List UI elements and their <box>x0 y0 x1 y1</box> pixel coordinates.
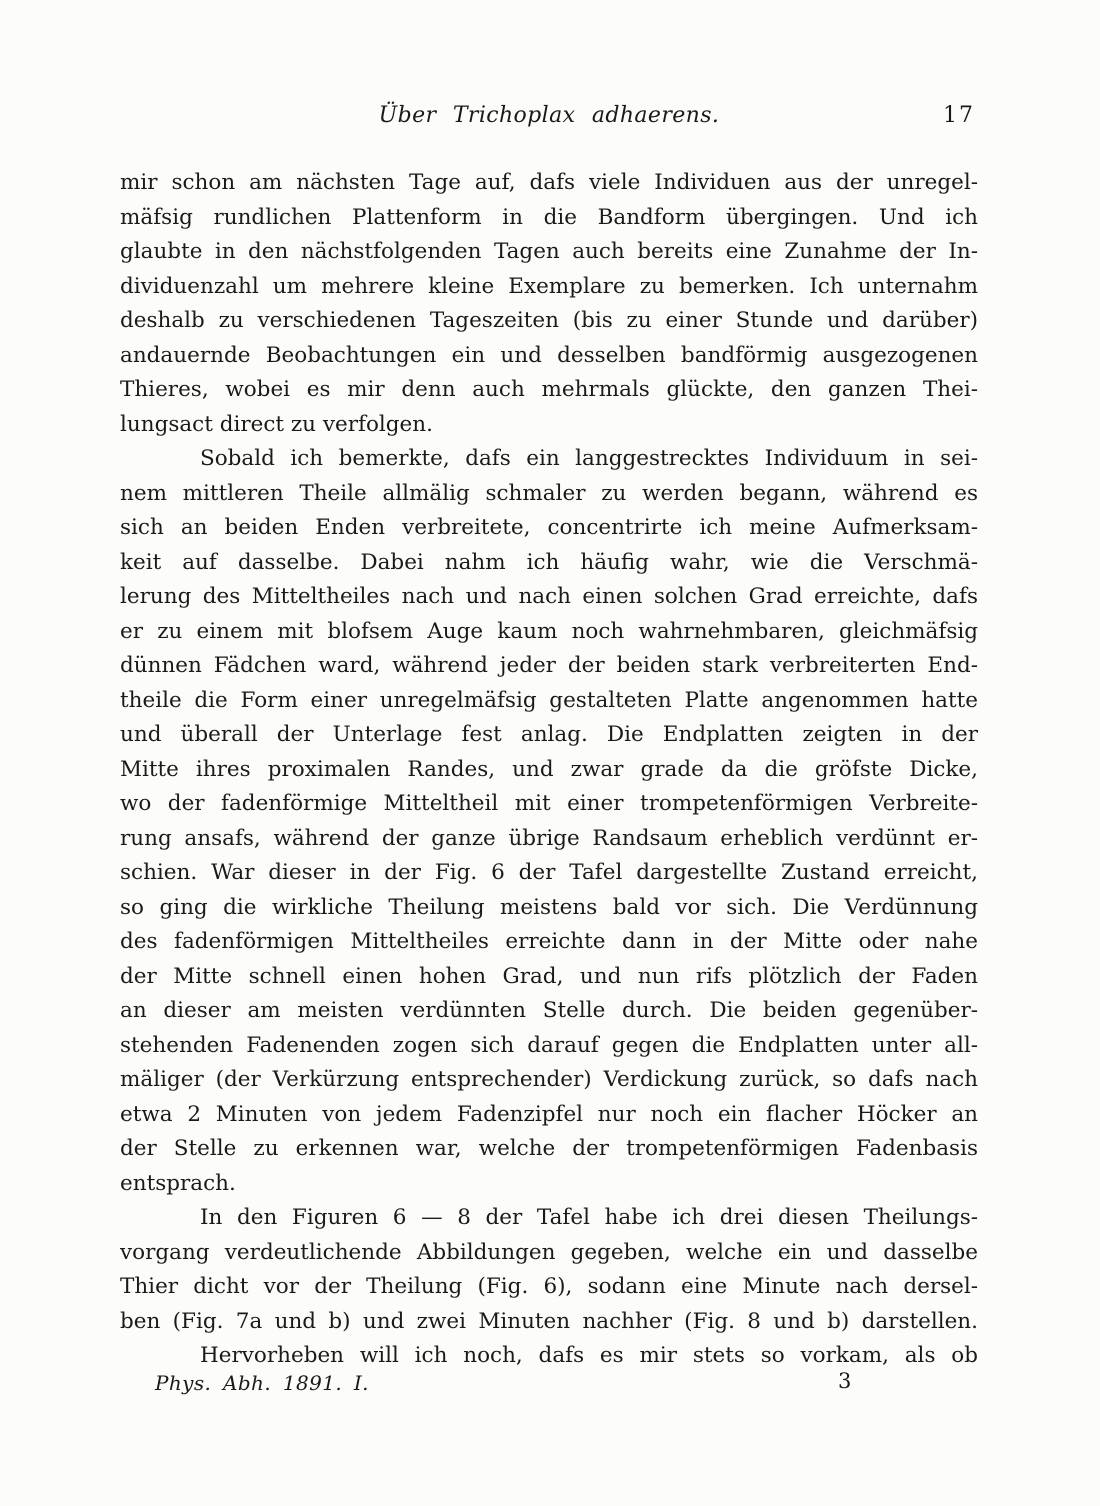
text-line: Mitte ihres proximalen Randes, und zwar grade da die gröfste Dicke, <box>120 756 978 782</box>
text-line: mäliger (der Verkürzung entsprechender) Verdickung zurück, so dafs nach <box>120 1067 978 1092</box>
text-line: nem mittleren Theile allmälig schmaler zu werden begann, während es <box>120 480 978 506</box>
text-line: und überall der Unterlage fest anlag. Die Endplatten zeigten in der <box>120 722 978 747</box>
text-line: entsprach. <box>120 1170 236 1196</box>
text-line: er zu einem mit blofsem Auge kaum noch wahrnehmbaren, gleichmäfsig <box>120 618 978 644</box>
text-line: der Stelle zu erkennen war, welche der trompetenförmigen Fadenbasis <box>120 1136 978 1161</box>
text-line: dividuenzahl um mehrere kleine Exemplare zu bemerken. Ich unternahm <box>120 273 978 299</box>
text-line: schien. War dieser in der Fig. 6 der Tafel dargestellte Zustand erreicht, <box>120 860 978 885</box>
text-line: ben (Fig. 7a und b) und zwei Minuten nachher (Fig. 8 und b) darstellen. <box>120 1308 978 1334</box>
text-line: dünnen Fädchen ward, während jeder der beiden stark verbreiterten End- <box>120 653 978 678</box>
text-line: Thieres, wobei es mir denn auch mehrmals glückte, den ganzen Thei- <box>120 377 978 402</box>
text-line: theile die Form einer unregelmäfsig gestalteten Platte angenommen hatte <box>120 687 978 713</box>
text-line: andauernde Beobachtungen ein und desselben bandförmig ausgezogenen <box>120 342 978 368</box>
text-line: rung ansafs, während der ganze übrige Randsaum erheblich verdünnt er- <box>120 825 978 851</box>
text-line: lerung des Mitteltheiles nach und nach einen solchen Grad erreichte, dafs <box>120 584 978 609</box>
page-number: 17 <box>943 103 975 128</box>
body-text <box>120 166 978 1374</box>
text-line: mäfsig rundlichen Plattenform in die Bandform übergingen. Und ich <box>120 204 978 230</box>
text-line: Hervorheben will ich noch, dafs es mir stets so vorkam, als ob <box>200 1343 978 1368</box>
text-line: wo der fadenförmige Mitteltheil mit einer trompetenförmigen Verbreite- <box>120 791 978 816</box>
text-line: mir schon am nächsten Tage auf, dafs viele Individuen aus der unregel- <box>120 170 978 195</box>
text-line: an dieser am meisten verdünnten Stelle durch. Die beiden gegenüber- <box>120 998 978 1023</box>
text-line: glaubte in den nächstfolgenden Tagen auch bereits eine Zunahme der In- <box>120 239 978 264</box>
text-line: etwa 2 Minuten von jedem Fadenzipfel nur noch ein flacher Höcker an <box>120 1101 978 1127</box>
text-line: lungsact direct zu verfolgen. <box>120 411 433 437</box>
text-line: stehenden Fadenenden zogen sich darauf gegen die Endplatten unter all- <box>120 1032 978 1058</box>
text-line: In den Figuren 6 — 8 der Tafel habe ich drei diesen Theilungs- <box>200 1205 978 1230</box>
text-line: deshalb zu verschiedenen Tageszeiten (bis zu einer Stunde und darüber) <box>120 308 978 333</box>
text-line: keit auf dasselbe. Dabei nahm ich häufig wahr, wie die Verschmä- <box>120 549 978 575</box>
footer-imprint: Phys. Abh. 1891. I. <box>155 1371 369 1395</box>
text-line: Sobald ich bemerkte, dafs ein langgestrecktes Individuum in sei- <box>200 446 978 471</box>
running-head-title: Über Trichoplax adhaerens. <box>378 103 720 128</box>
footer-signature-number: 3 <box>838 1369 852 1393</box>
text-line: der Mitte schnell einen hohen Grad, und nun rifs plötzlich der Faden <box>120 963 978 989</box>
page-header <box>120 103 978 141</box>
text-line: so ging die wirkliche Theilung meistens bald vor sich. Die Verdünnung <box>120 894 978 920</box>
text-line: sich an beiden Enden verbreitete, concentrirte ich meine Aufmerksam- <box>120 515 978 540</box>
text-line: des fadenförmigen Mitteltheiles erreichte dann in der Mitte oder nahe <box>120 929 978 954</box>
text-line: Thier dicht vor der Theilung (Fig. 6), sodann eine Minute nach dersel- <box>120 1274 978 1299</box>
text-line: vorgang verdeutlichende Abbildungen gegeben, welche ein und dasselbe <box>120 1239 978 1265</box>
